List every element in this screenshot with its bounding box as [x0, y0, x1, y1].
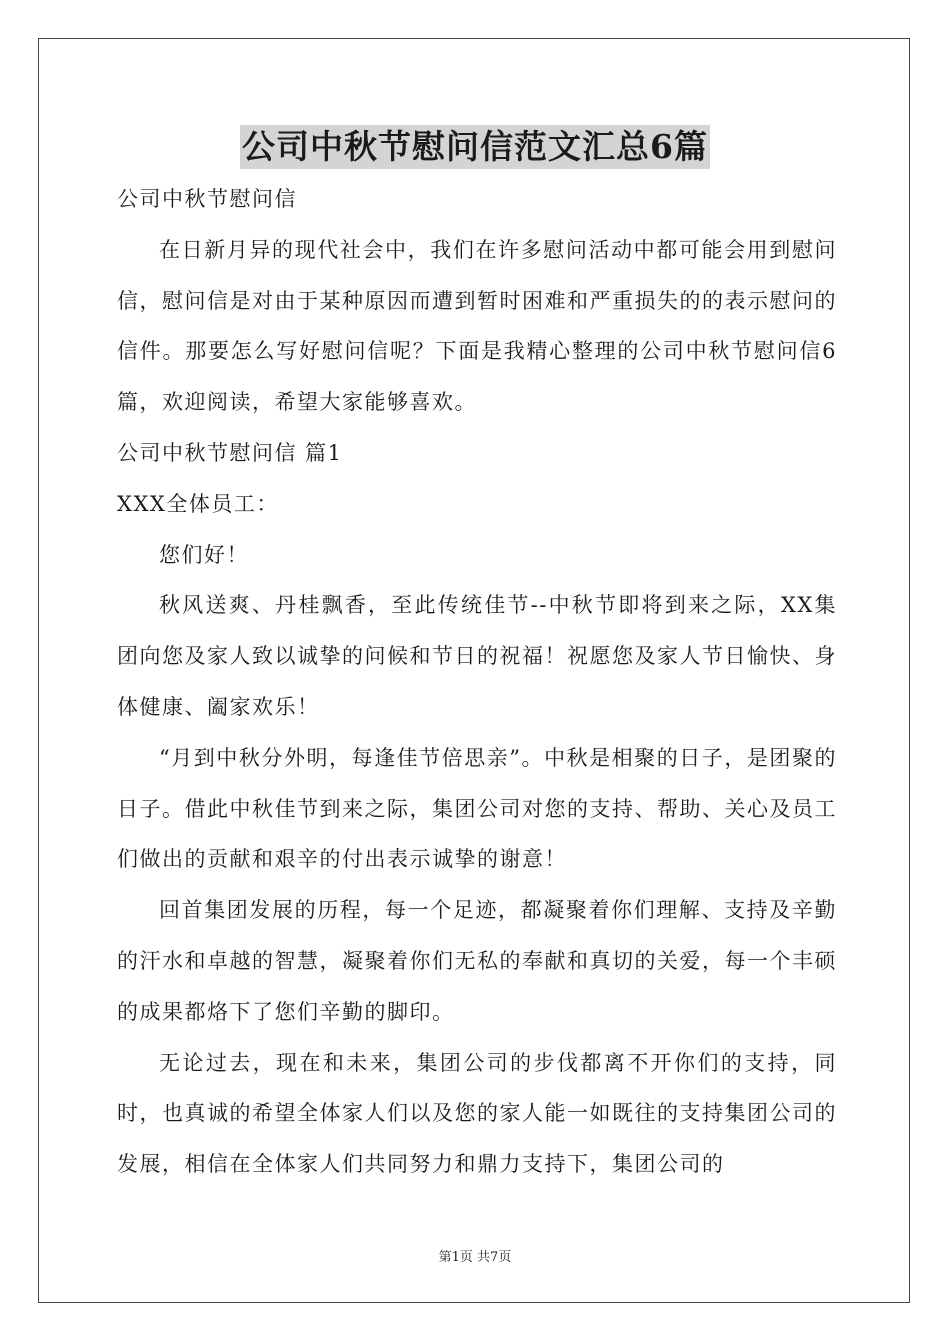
greeting: 您们好！ — [159, 542, 249, 567]
salutation: XXX全体员工： — [117, 491, 279, 516]
body-paragraph-3: 回首集团发展的历程，每一个足迹，都凝聚着你们理解、支持及辛勤的汗水和卓越的智慧，凝聚着你们无私的奉献和真切的关爱，每一个丰硕的成果都烙下了您们辛勤的脚印。 — [117, 898, 837, 1024]
body-paragraph-4: 无论过去，现在和未来，集团公司的步伐都离不开你们的支持，同时，也真诚的希望全体家人们以及您的家人能一如既往的支持集团公司的发展，相信在全体家人们共同努力和鼎力支持下，集团公司的 — [117, 1050, 837, 1177]
title-container — [0, 125, 950, 169]
body-paragraph-2: “月到中秋分外明，每逢佳节倍思亲”。中秋是相聚的日子，是团聚的日子。借此中秋佳节到来之际，集团公司对您的支持、帮助、关心及员工们做出的贡献和艰辛的付出表示诚挚的谢意！ — [117, 745, 837, 872]
document-body — [117, 174, 837, 1190]
intro-paragraph: 在日新月异的现代社会中，我们在许多慰问活动中都可能会用到慰问信，慰问信是对由于某种原因而遭到暂时困难和严重损失的的表示慰问的信件。那要怎么写好慰问信呢？下面是我精心整理的公司中秋节慰问信6篇，欢迎阅读，希望大家能够喜欢。 — [117, 237, 837, 415]
document-title: 公司中秋节慰问信范文汇总6篇 — [240, 125, 710, 169]
section-heading: 公司中秋节慰问信 篇1 — [117, 440, 343, 465]
subtitle: 公司中秋节慰问信 — [117, 187, 297, 211]
page-number-footer: 第1页 共7页 — [438, 1250, 512, 1265]
body-paragraph-1: 秋风送爽、丹桂飘香，至此传统佳节--中秋节即将到来之际，XX集团向您及家人致以诚挚的问候和节日的祝福！祝愿您及家人节日愉快、身体健康、阖家欢乐！ — [117, 593, 837, 719]
